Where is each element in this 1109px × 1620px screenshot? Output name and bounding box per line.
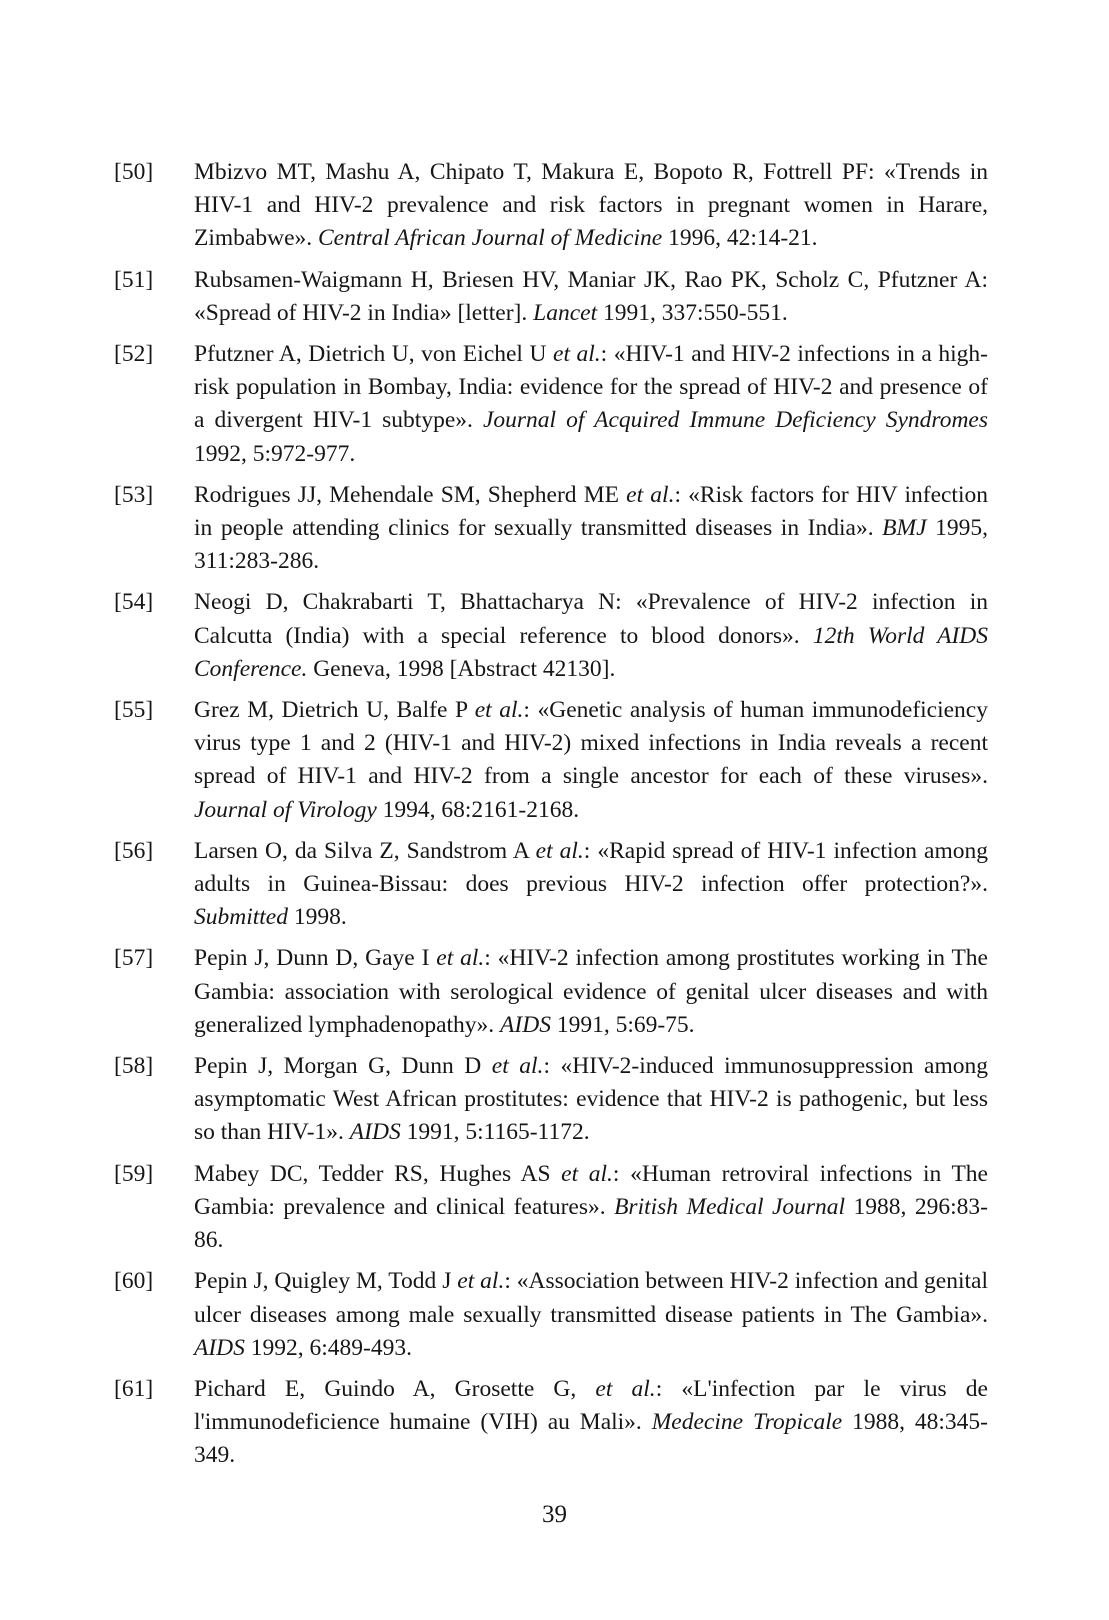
reference-citation: 1991, 5:1165-1172. [400,1119,590,1146]
reference-citation: 1995, 311:283-286. [194,515,989,575]
reference-title: : «Association between HIV-2 infection and genital ulcer diseases among male sexually transmitted disease patients in The Gambia». [194,1268,988,1328]
reference-citation: 1991, 337:550-551. [597,299,788,326]
reference-text [194,479,988,579]
reference-number: [51] [114,266,154,293]
reference-number: [61] [114,1375,154,1402]
reference-number: [57] [114,945,154,972]
reference-title: : «Rapid spread of HIV-1 infection among adults in Guinea-Bissau: does previous HIV-2 infection offer protection?». [194,837,988,898]
reference-number: [60] [114,1268,154,1295]
reference-authors: Pepin J, Dunn D, Gaye I [194,945,437,972]
reference-authors: Rodrigues JJ, Mehendale SM, Shepherd ME [194,481,627,508]
reference-authors: Pfutzner A, Dietrich U, von Eichel U [194,341,554,368]
reference-citation: 1998. [288,904,347,931]
reference-number: [52] [114,341,154,368]
reference-authors: Mabey DC, Tedder RS, Hughes AS [194,1160,562,1187]
reference-citation: 1994, 68:2161-2168. [376,796,580,823]
reference-authors-title: Rubsamen-Waigmann H, Briesen HV, Maniar JK, Rao PK, Scholz C, Pfutzner A: «Spread of HIV-2 in India» [letter]. [194,266,988,326]
et-al: et al. [474,697,524,724]
reference-item [114,264,988,330]
reference-journal: British Medical Journal [614,1193,846,1220]
et-al: et al. [553,341,601,368]
reference-number: [53] [114,481,154,508]
reference-item [114,1050,988,1150]
reference-item [114,479,989,579]
reference-title: : «Genetic analysis of human immunodeficiency virus type 1 and 2 (HIV-1 and HIV-2) mixed infections in India reveals a recent spread of HIV-1 and HIV-2 from a single ancestor for each of these viruses». [194,697,988,790]
reference-authors: Pepin J, Morgan G, Dunn D [194,1053,492,1080]
reference-title: : «L'infection par le virus de l'immunodeficience humaine (VIH) au Mali». [194,1375,988,1436]
reference-journal: Submitted [194,904,288,931]
reference-number: [54] [114,589,154,616]
reference-journal: AIDS [194,1334,245,1361]
reference-item [114,586,988,686]
reference-authors: Pepin J, Quigley M, Todd J [194,1268,458,1295]
reference-journal: 12th World AIDS Conference. [194,622,988,682]
reference-title: : «Human retroviral infections in The Gambia: prevalence and clinical features». [194,1160,988,1220]
reference-number: [55] [114,697,154,724]
et-al: et al. [457,1268,505,1295]
reference-item [114,942,988,1042]
reference-title: : «HIV-2-induced immunosuppression among asymptomatic West African prostitutes: evidence that HIV-2 is pathogenic, but less so than HIV-1». [194,1053,988,1146]
reference-journal: Journal of Acquired Immune Deficiency Syndromes [482,407,989,434]
reference-item [114,1373,989,1473]
reference-journal: AIDS [500,1011,551,1038]
reference-number: [56] [114,837,154,864]
et-al: et al. [561,1160,613,1187]
reference-item [114,1158,988,1258]
reference-item [114,338,989,471]
et-al: et al. [436,945,485,972]
reference-citation: Geneva, 1998 [Abstract 42130]. [307,655,616,682]
reference-title: : «HIV-1 and HIV-2 infections in a high-risk population in Bombay, India: evidence for the spread of HIV-2 and presence of a divergent HIV-1 subtype». [194,341,988,434]
reference-text [194,835,988,935]
reference-journal: Lancet [533,299,598,326]
reference-journal: AIDS [349,1119,401,1146]
reference-title: : «Risk factors for HIV infection in people attending clinics for sexually transmitted diseases in India». [194,481,988,542]
reference-citation: 1996, 42:14-21. [662,225,818,252]
reference-journal: BMJ [882,515,927,542]
reference-number: [58] [114,1053,154,1080]
reference-text [194,694,988,827]
reference-item [114,1265,988,1365]
reference-number: [50] [114,159,154,185]
et-al: et al. [491,1053,544,1080]
reference-title: : «HIV-2 infection among prostitutes working in The Gambia: association with serological evidence of genital ulcer diseases and with generalized lymphadenopathy». [194,945,988,1038]
reference-list [114,156,989,1481]
reference-text [194,1373,988,1473]
et-al: et al. [626,481,675,508]
reference-text [194,942,988,1042]
reference-text [194,264,988,330]
reference-item [114,694,988,827]
reference-text [194,586,988,686]
reference-authors-title: Neogi D, Chakrabarti T, Bhattacharya N: «Prevalence of HIV-2 infection in Calcutta (India) with a special reference to blood donors». [194,589,988,649]
reference-authors: Larsen O, da Silva Z, Sandstrom A [194,837,536,864]
reference-text [194,1158,988,1258]
reference-citation: 1992, 5:972-977. [194,440,356,467]
reference-text [194,338,988,471]
reference-journal: Journal of Virology [194,796,377,823]
reference-text [194,1050,988,1150]
reference-number: [59] [114,1160,154,1187]
reference-text [194,156,988,256]
reference-citation: 1988, 48:345-349. [194,1409,989,1469]
reference-authors-title: Mbizvo MT, Mashu A, Chipato T, Makura E, Bopoto R, Fottrell PF: «Trends in HIV-1 and HIV-2 prevalence and risk factors in pregnant women in Harare, Zimbabwe». [194,159,988,252]
reference-citation: 1992, 6:489-493. [244,1334,413,1361]
reference-item [114,835,988,935]
reference-authors: Grez M, Dietrich U, Balfe P [194,697,475,724]
reference-item [114,156,988,256]
reference-text [194,1265,988,1365]
page-number: 39 [542,1501,567,1528]
reference-citation: 1988, 296:83-86. [194,1193,988,1254]
et-al: et al. [535,837,584,864]
reference-journal: Medecine Tropicale [651,1409,843,1436]
reference-journal: Central African Journal of Medicine [318,225,663,252]
reference-citation: 1991, 5:69-75. [550,1011,695,1038]
reference-authors: Pichard E, Guindo A, Grosette G, [194,1375,596,1402]
et-al: et al. [595,1375,656,1402]
